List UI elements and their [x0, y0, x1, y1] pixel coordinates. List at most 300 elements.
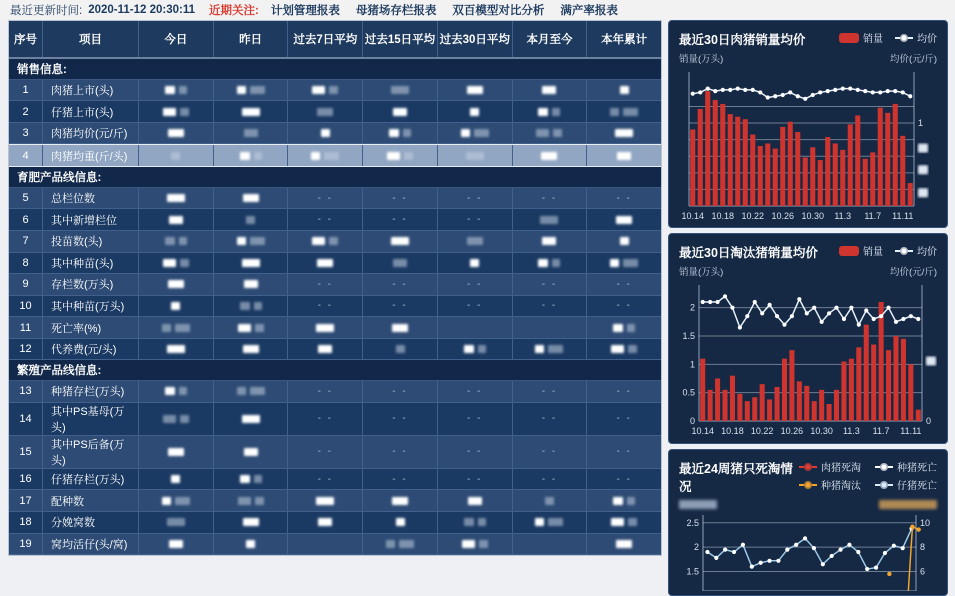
- redacted-value: [470, 259, 479, 267]
- table-row[interactable]: [9, 403, 661, 436]
- legend-label: 均价: [917, 247, 937, 258]
- row-label: 其中种苗(万头): [43, 296, 139, 317]
- table-cell: [513, 253, 588, 274]
- legend-line-swatch: [875, 462, 893, 472]
- row-number: 6: [9, 209, 43, 230]
- no-data-dashes: - -: [392, 192, 408, 204]
- legend-item-1[interactable]: [875, 459, 937, 474]
- table-cell: [214, 534, 289, 555]
- redacted-value: [244, 280, 258, 288]
- table-cell: [513, 403, 588, 435]
- no-data-dashes: - -: [317, 385, 334, 397]
- row-label: 代养费(元/头): [43, 339, 139, 360]
- redacted-value: [167, 345, 185, 353]
- redacted-value: [462, 540, 475, 548]
- table-cell: [214, 209, 289, 230]
- table-cell: [214, 101, 289, 122]
- table-cell: [438, 209, 513, 230]
- table-row[interactable]: [9, 381, 661, 403]
- redacted-value: [237, 86, 246, 94]
- table-cell: [288, 231, 363, 252]
- redacted-value: [255, 497, 264, 505]
- redacted-value: [536, 129, 549, 137]
- table-cell: [587, 381, 661, 402]
- redacted-value: [628, 518, 637, 526]
- table-cell: [139, 296, 214, 317]
- redacted-value: [179, 86, 187, 94]
- redacted-value: [545, 497, 554, 505]
- table-cell: [363, 188, 438, 209]
- redacted-value: [180, 108, 189, 116]
- table-cell: [587, 253, 661, 274]
- row-label: 死亡率(%): [43, 317, 139, 338]
- svg-text:2: 2: [689, 302, 695, 313]
- table-cell: [288, 339, 363, 360]
- chart-legend: [799, 459, 937, 492]
- svg-text:11.3: 11.3: [834, 211, 852, 221]
- svg-text:11.7: 11.7: [864, 211, 882, 221]
- table-cell: [139, 317, 214, 338]
- chart-legend: [839, 243, 937, 258]
- section-header-row: 繁殖产品线信息:: [9, 360, 661, 381]
- table-cell: [363, 403, 438, 435]
- no-data-dashes: - -: [616, 473, 632, 485]
- row-label: 仔猪上市(头): [43, 101, 139, 122]
- column-header: 本年累计: [601, 34, 648, 46]
- table-cell: [139, 436, 214, 468]
- row-number: 1: [9, 80, 43, 101]
- row-label: 存栏数(万头): [43, 274, 139, 295]
- table-cell: [513, 101, 588, 122]
- row-label: 配种数: [43, 490, 139, 511]
- svg-text:11.3: 11.3: [842, 426, 860, 436]
- svg-text:1.5: 1.5: [686, 566, 699, 577]
- redacted-value: [168, 280, 184, 288]
- redacted-value: [242, 108, 260, 116]
- redacted-value: [250, 387, 265, 395]
- table-cell: [363, 512, 438, 533]
- row-number: 18: [9, 512, 43, 533]
- table-cell: [513, 534, 588, 555]
- legend-label: 均价: [917, 34, 937, 45]
- table-cell: [438, 512, 513, 533]
- svg-text:2.5: 2.5: [686, 517, 699, 528]
- no-data-dashes: - -: [317, 413, 334, 425]
- redacted-value: [542, 237, 556, 245]
- no-data-dashes: - -: [467, 385, 483, 397]
- redacted-value: [464, 345, 474, 353]
- redacted-value: [321, 129, 330, 137]
- table-cell: [214, 231, 289, 252]
- row-number: 3: [9, 123, 43, 144]
- table-cell: [288, 469, 363, 490]
- chart-title: 最近24周猪只死淘情况: [679, 462, 793, 494]
- table-cell: [438, 317, 513, 338]
- no-data-dashes: - -: [317, 446, 334, 458]
- table-cell: [363, 209, 438, 230]
- table-cell: [363, 80, 438, 101]
- redacted-value: [254, 152, 262, 160]
- table-cell: [438, 403, 513, 435]
- table-cell: [139, 490, 214, 511]
- redacted-value: [396, 518, 405, 526]
- table-cell: [513, 381, 588, 402]
- no-data-dashes: - -: [392, 278, 408, 290]
- table-cell: [214, 188, 289, 209]
- redacted-value: [243, 194, 259, 202]
- redacted-value: [538, 108, 548, 116]
- redacted-value: [165, 237, 175, 245]
- table-cell: [363, 469, 438, 490]
- redacted-value: [392, 324, 408, 332]
- row-number: 19: [9, 534, 43, 555]
- row-label: 肉猪均价(元/斤): [43, 123, 139, 144]
- redacted-value: [312, 86, 325, 94]
- table-row[interactable]: [9, 274, 661, 296]
- row-number: 7: [9, 231, 43, 252]
- table-row[interactable]: [9, 188, 661, 210]
- row-number: 14: [9, 403, 43, 435]
- redacted-value: [246, 216, 255, 224]
- redacted-value: [392, 497, 408, 505]
- table-cell: [587, 436, 661, 468]
- table-cell: [587, 317, 661, 338]
- redacted-value: [399, 540, 414, 548]
- redacted-value: [175, 497, 190, 505]
- row-label: 其中种苗(头): [43, 253, 139, 274]
- table-row[interactable]: [9, 80, 661, 102]
- legend-line-swatch: [895, 246, 913, 256]
- no-data-dashes: - -: [616, 446, 632, 458]
- table-cell: [513, 274, 588, 295]
- legend-item-1[interactable]: [895, 243, 937, 258]
- table-cell: [438, 296, 513, 317]
- redacted-value: [238, 324, 251, 332]
- legend-dot: [880, 463, 888, 471]
- chart-legend: [839, 30, 937, 45]
- table-cell: [363, 253, 438, 274]
- section-header-row: 育肥产品线信息:: [9, 167, 661, 188]
- redacted-value: [165, 387, 175, 395]
- legend-label: 销量: [863, 34, 883, 45]
- table-cell: [438, 436, 513, 468]
- table-row[interactable]: [9, 144, 661, 167]
- legend-dot: [804, 463, 812, 471]
- no-data-dashes: - -: [317, 278, 334, 290]
- redacted-value: [242, 259, 260, 267]
- table-cell: [587, 101, 661, 122]
- svg-text:10.26: 10.26: [771, 211, 795, 221]
- table-cell: [587, 490, 661, 511]
- table-cell: [363, 381, 438, 402]
- chart-card-cull-sales: [668, 233, 948, 444]
- svg-text:10.30: 10.30: [801, 211, 825, 221]
- redacted-value: [391, 86, 409, 94]
- svg-text:10.18: 10.18: [711, 211, 735, 221]
- no-data-dashes: - -: [392, 385, 408, 397]
- chart-title: 最近30日肉猪销量均价: [679, 33, 806, 47]
- table-cell: [288, 188, 363, 209]
- svg-text:11.11: 11.11: [892, 211, 914, 221]
- report-table: [8, 20, 662, 556]
- no-data-dashes: - -: [317, 214, 334, 226]
- table-cell: [587, 534, 661, 555]
- table-row[interactable]: [9, 534, 661, 556]
- no-data-dashes: - -: [392, 300, 408, 312]
- table-cell: [214, 469, 289, 490]
- redacted-value: [329, 86, 338, 94]
- redacted-value: [255, 324, 264, 332]
- table-cell: [438, 534, 513, 555]
- no-data-dashes: - -: [392, 413, 408, 425]
- table-cell: [139, 512, 214, 533]
- redacted-value: [244, 129, 258, 137]
- table-cell: [288, 123, 363, 144]
- table-cell: [214, 80, 289, 101]
- redacted-value: [535, 345, 544, 353]
- legend-dot: [804, 481, 812, 489]
- line-chart: [679, 511, 938, 591]
- table-row[interactable]: [9, 209, 661, 231]
- table-cell: [438, 253, 513, 274]
- redacted-value: [542, 86, 556, 94]
- redacted-value: [548, 518, 563, 526]
- table-cell: [587, 274, 661, 295]
- redacted-value: [552, 108, 560, 116]
- redacted-value: [171, 302, 180, 310]
- table-cell: [139, 469, 214, 490]
- table-cell: [139, 253, 214, 274]
- table-cell: [214, 490, 289, 511]
- no-data-dashes: - -: [541, 192, 558, 204]
- redacted-value: [620, 86, 629, 94]
- redacted-value: [617, 152, 631, 160]
- no-data-dashes: - -: [541, 413, 558, 425]
- redacted-value: [479, 540, 488, 548]
- no-data-dashes: - -: [467, 192, 483, 204]
- table-cell: [363, 317, 438, 338]
- redacted-value: [168, 448, 184, 456]
- legend-line-swatch: [895, 33, 913, 43]
- table-cell: [587, 123, 661, 144]
- redacted-value: [311, 152, 320, 160]
- table-cell: [438, 101, 513, 122]
- menu-item-report-1[interactable]: 母猪场存栏报表: [355, 4, 437, 17]
- redacted-value: [396, 345, 405, 353]
- row-number: 17: [9, 490, 43, 511]
- svg-text:0: 0: [926, 416, 932, 426]
- redacted-value: [163, 415, 176, 423]
- legend-item-1[interactable]: [895, 30, 937, 45]
- table-row[interactable]: [9, 490, 661, 512]
- table-cell: [139, 339, 214, 360]
- redacted-value: [623, 259, 638, 267]
- blurred-axis-title: [879, 500, 937, 509]
- no-data-dashes: - -: [317, 473, 334, 485]
- table-cell: [363, 101, 438, 122]
- table-cell: [288, 253, 363, 274]
- blurred-axis-title: [679, 500, 717, 509]
- redacted-value: [474, 129, 489, 137]
- table-cell: [438, 188, 513, 209]
- no-data-dashes: - -: [541, 278, 558, 290]
- table-cell: [139, 403, 214, 435]
- table-cell: [139, 123, 214, 144]
- table-row[interactable]: [9, 339, 661, 361]
- row-number: 5: [9, 188, 43, 209]
- svg-text:10.30: 10.30: [810, 426, 833, 436]
- column-header: 今日: [139, 21, 214, 57]
- legend-dot: [900, 247, 908, 255]
- svg-text:0.5: 0.5: [682, 387, 695, 398]
- table-header-row: [9, 21, 661, 59]
- redacted-value: [171, 152, 180, 160]
- table-row[interactable]: [9, 317, 661, 339]
- redacted-value: [162, 324, 171, 332]
- redacted-value: [613, 497, 623, 505]
- row-label: 总栏位数: [43, 188, 139, 209]
- table-cell: [363, 274, 438, 295]
- no-data-dashes: - -: [467, 473, 483, 485]
- redacted-value: [324, 152, 339, 160]
- redacted-value: [535, 518, 544, 526]
- legend-label: 肉猪死淘: [821, 463, 861, 474]
- table-row[interactable]: [9, 296, 661, 318]
- redacted-value: [169, 216, 183, 224]
- table-cell: [139, 209, 214, 230]
- table-cell: [214, 381, 289, 402]
- table-cell: [139, 188, 214, 209]
- row-label: 分娩窝数: [43, 512, 139, 533]
- redacted-value: [478, 345, 486, 353]
- redacted-value: [393, 259, 407, 267]
- redacted-value: [552, 259, 560, 267]
- row-label: 其中PS后备(万头): [43, 436, 139, 468]
- redacted-value: [238, 497, 251, 505]
- legend-bar-swatch: [839, 33, 859, 43]
- redacted-value: [171, 475, 180, 483]
- table-cell: [139, 80, 214, 101]
- table-cell: [214, 317, 289, 338]
- table-cell: [288, 80, 363, 101]
- redacted-value: [611, 345, 624, 353]
- section-header-row: 销售信息:: [9, 59, 661, 80]
- table-cell: [214, 274, 289, 295]
- svg-text:10.14: 10.14: [681, 211, 705, 221]
- legend-item-0[interactable]: [839, 30, 883, 45]
- legend-item-0[interactable]: [799, 459, 861, 474]
- table-cell: [587, 512, 661, 533]
- redacted-value: [254, 475, 262, 483]
- bar-line-chart: [679, 277, 938, 437]
- table-cell: [363, 490, 438, 511]
- table-cell: [288, 209, 363, 230]
- svg-text:8: 8: [920, 542, 926, 553]
- no-data-dashes: - -: [616, 413, 632, 425]
- table-row[interactable]: [9, 253, 661, 275]
- svg-text:10.26: 10.26: [780, 426, 804, 436]
- redacted-value: [244, 448, 258, 456]
- no-data-dashes: - -: [467, 446, 483, 458]
- table-cell: [513, 436, 588, 468]
- table-cell: [139, 381, 214, 402]
- table-cell: [214, 145, 289, 166]
- table-cell: [587, 80, 661, 101]
- table-cell: [438, 490, 513, 511]
- redacted-value: [169, 540, 183, 548]
- table-cell: [513, 296, 588, 317]
- table-cell: [288, 436, 363, 468]
- svg-text:1: 1: [918, 118, 924, 129]
- redacted-value: [329, 237, 338, 245]
- table-cell: [438, 145, 513, 166]
- charts-panel: [668, 20, 948, 580]
- table-cell: [214, 436, 289, 468]
- no-data-dashes: - -: [467, 300, 483, 312]
- menu-item-report-2[interactable]: 双百模型对比分析: [452, 4, 545, 17]
- table-row[interactable]: [9, 123, 661, 145]
- redacted-value: [237, 387, 246, 395]
- column-header: 昨日: [214, 21, 289, 57]
- legend-label: 仔猪死亡: [897, 481, 937, 492]
- table-row[interactable]: [9, 436, 661, 469]
- redacted-value: [167, 518, 185, 526]
- table-cell: [438, 339, 513, 360]
- svg-text:1: 1: [689, 359, 695, 370]
- recent-focus-label: 近期关注:: [209, 4, 259, 17]
- table-cell: [438, 274, 513, 295]
- no-data-dashes: - -: [541, 446, 558, 458]
- no-data-dashes: - -: [616, 192, 632, 204]
- table-row[interactable]: [9, 101, 661, 123]
- redacted-value: [620, 237, 629, 245]
- redacted-value: [163, 108, 176, 116]
- top-bar: [0, 0, 955, 19]
- redacted-value: [628, 345, 637, 353]
- legend-item-2[interactable]: [799, 477, 861, 492]
- redacted-value: [240, 302, 250, 310]
- no-data-dashes: - -: [616, 385, 632, 397]
- legend-item-3[interactable]: [875, 477, 937, 492]
- redacted-value: [616, 540, 632, 548]
- row-label: 其中新增栏位: [43, 209, 139, 230]
- menu-item-report-3[interactable]: 满产率报表: [560, 4, 618, 17]
- legend-label: 种猪死亡: [897, 463, 937, 474]
- row-number: 10: [9, 296, 43, 317]
- table-cell: [363, 231, 438, 252]
- row-number: 2: [9, 101, 43, 122]
- table-cell: [587, 188, 661, 209]
- table-cell: [288, 296, 363, 317]
- row-number: 15: [9, 436, 43, 468]
- column-header: 过去30日平均: [438, 21, 513, 57]
- table-cell: [513, 209, 588, 230]
- table-row[interactable]: [9, 231, 661, 253]
- table-cell: [288, 512, 363, 533]
- redacted-value: [610, 259, 619, 267]
- table-row[interactable]: [9, 512, 661, 534]
- redacted-value: [237, 237, 246, 245]
- table-cell: [587, 403, 661, 435]
- redacted-value: [167, 194, 185, 202]
- menu-item-report-0[interactable]: 计划管理报表: [270, 4, 340, 17]
- row-label: 种猪存栏(万头): [43, 381, 139, 402]
- y-axis-right-title: 均价(元/斤): [890, 53, 937, 65]
- table-row[interactable]: [9, 469, 661, 491]
- redacted-value: [179, 387, 187, 395]
- legend-item-0[interactable]: [839, 243, 883, 258]
- svg-text:10.14: 10.14: [691, 426, 714, 436]
